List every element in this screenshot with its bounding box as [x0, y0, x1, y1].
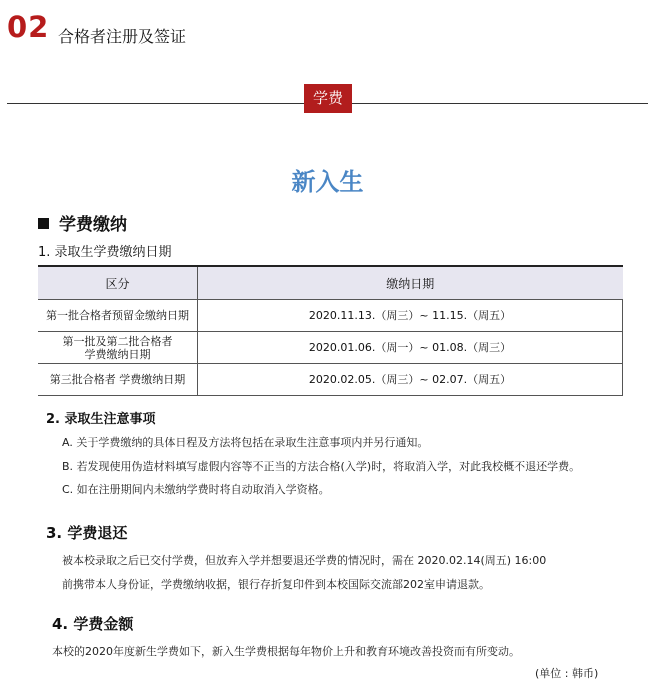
- subsection-title-text: 学费缴纳: [59, 215, 127, 235]
- section-number: 02: [7, 10, 50, 44]
- table-cell-date: 2020.01.06.（周一）~ 01.08.（周三）: [198, 332, 623, 364]
- section-title: 合格者注册及签证: [58, 27, 187, 46]
- table-cell-date: 2020.11.13.（周三）~ 11.15.（周五）: [198, 300, 623, 332]
- table-header-date: 缴纳日期: [198, 266, 623, 300]
- refund-text-line1: 被本校录取之后已交付学费，但放弃入学并想要退还学费的情况时，需在 2020.02.14(周五) 16:00: [62, 554, 547, 567]
- table-header-row: [38, 266, 623, 300]
- table-row: [38, 300, 623, 332]
- section3-title: 3. 学费退还: [46, 524, 128, 542]
- table-cell-label: 第三批合格者 学费缴纳日期: [38, 364, 198, 396]
- notice-item-c: C. 如在注册期间内未缴纳学费时将自动取消入学资格。: [62, 483, 330, 496]
- notice-item-a: A. 关于学费缴纳的具体日程及方法将包括在录取生注意事项内并另行通知。: [62, 436, 429, 449]
- square-bullet-icon: [38, 218, 49, 229]
- table-cell-label-line2: 学费缴纳日期: [84, 347, 151, 361]
- notice-item-b: B. 若发现使用伪造材料填写虚假内容等不正当的方法合格(入学)时，将取消入学，对此我校概不退还学费。: [62, 460, 581, 473]
- page-heading: 新入生: [291, 168, 364, 196]
- tuition-badge: 学费: [304, 84, 352, 113]
- tuition-amount-text: 本校的2020年度新生学费如下，新入生学费根据每年物价上升和教育环境改善投资而有所变动。: [52, 645, 520, 658]
- table-row: [38, 364, 623, 396]
- table-cell-label: 第一批合格者预留金缴纳日期: [38, 300, 198, 332]
- subsection-title: [38, 210, 127, 235]
- table-cell-label-line1: 第一批及第二批合格者: [62, 334, 173, 348]
- refund-text-line2: 前携带本人身份证，学费缴纳收据，银行存折复印件到本校国际交流部202室申请退款。: [62, 578, 490, 591]
- section4-title: 4. 学费金额: [52, 615, 134, 633]
- table-cell-date: 2020.02.05.（周三）~ 02.07.（周五）: [198, 364, 623, 396]
- payment-date-table: [38, 265, 623, 396]
- currency-unit-note: (单位 : 韩币): [535, 667, 599, 680]
- table-cell-label: [38, 332, 198, 364]
- item-title-1: 1. 录取生学费缴纳日期: [38, 245, 172, 260]
- table-row: [38, 332, 623, 364]
- table-header-category: 区分: [38, 266, 198, 300]
- section2-title: 2. 录取生注意事项: [46, 412, 156, 427]
